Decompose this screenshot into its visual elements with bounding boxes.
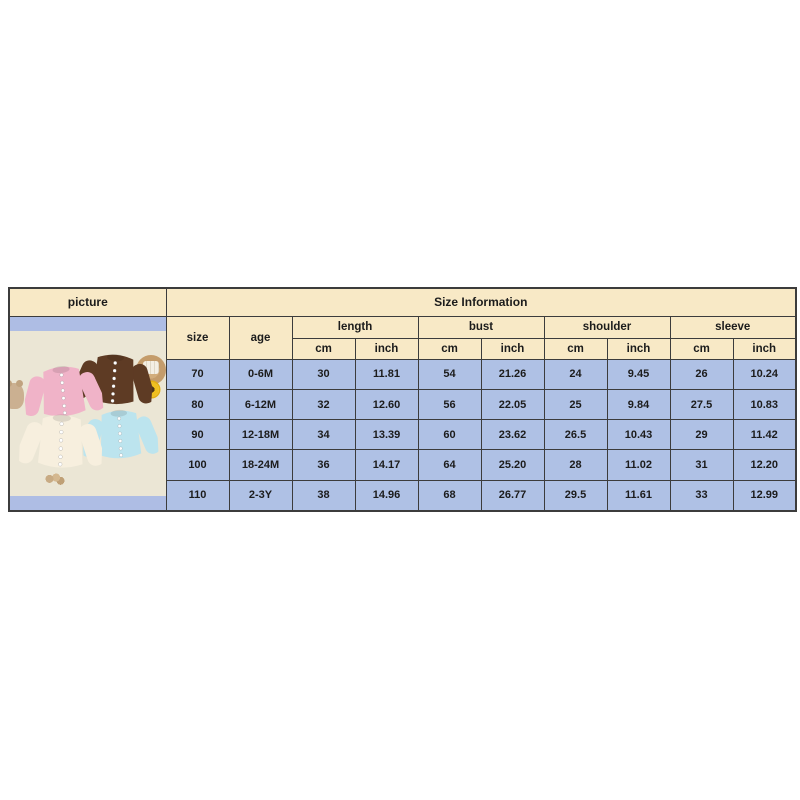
table-cell: 26 — [670, 359, 733, 389]
table-cell: 34 — [292, 420, 355, 450]
table-cell: 68 — [418, 480, 481, 510]
table-cell: 26.77 — [481, 480, 544, 510]
table-cell: 31 — [670, 450, 733, 480]
table-cell: 2-3Y — [229, 480, 292, 510]
table-cell: 29.5 — [544, 480, 607, 510]
unit-header-length-inch: inch — [355, 338, 418, 359]
table-cell: 10.24 — [733, 359, 796, 389]
photo-top-band — [10, 317, 166, 331]
table-cell: 56 — [418, 390, 481, 420]
table-cell: 64 — [418, 450, 481, 480]
product-photo — [10, 317, 166, 510]
size-information-table — [8, 287, 797, 512]
col-header-size: size — [166, 316, 229, 359]
table-cell: 25 — [544, 390, 607, 420]
table-cell: 12.20 — [733, 450, 796, 480]
dried-flowers-prop — [44, 473, 66, 486]
table-cell: 70 — [166, 359, 229, 389]
unit-header-bust-cm: cm — [418, 338, 481, 359]
table-cell: 33 — [670, 480, 733, 510]
table-cell: 90 — [166, 420, 229, 450]
table-cell: 25.20 — [481, 450, 544, 480]
col-group-bust: bust — [418, 316, 544, 338]
table-cell: 27.5 — [670, 390, 733, 420]
table-cell: 11.81 — [355, 359, 418, 389]
table-cell: 12-18M — [229, 420, 292, 450]
product-photo-cell — [9, 316, 166, 511]
table-cell: 12.99 — [733, 480, 796, 510]
unit-header-sleeve-inch: inch — [733, 338, 796, 359]
table-cell: 100 — [166, 450, 229, 480]
table-cell: 18-24M — [229, 450, 292, 480]
table-cell: 11.61 — [607, 480, 670, 510]
table-title: Size Information — [166, 288, 796, 316]
unit-header-bust-inch: inch — [481, 338, 544, 359]
unit-header-shoulder-cm: cm — [544, 338, 607, 359]
table-cell: 9.45 — [607, 359, 670, 389]
photo-bottom-band — [10, 496, 166, 510]
col-header-age: age — [229, 316, 292, 359]
table-cell: 10.83 — [733, 390, 796, 420]
table-cell: 29 — [670, 420, 733, 450]
unit-header-shoulder-inch: inch — [607, 338, 670, 359]
unit-header-length-cm: cm — [292, 338, 355, 359]
col-group-length: length — [292, 316, 418, 338]
table-cell: 21.26 — [481, 359, 544, 389]
unit-header-sleeve-cm: cm — [670, 338, 733, 359]
table-cell: 6-12M — [229, 390, 292, 420]
table-cell: 13.39 — [355, 420, 418, 450]
table-cell: 14.96 — [355, 480, 418, 510]
table-cell: 32 — [292, 390, 355, 420]
table-cell: 23.62 — [481, 420, 544, 450]
table-cell: 36 — [292, 450, 355, 480]
table-cell: 28 — [544, 450, 607, 480]
table-cell: 11.42 — [733, 420, 796, 450]
table-cell: 24 — [544, 359, 607, 389]
table-cell: 38 — [292, 480, 355, 510]
table-cell: 11.02 — [607, 450, 670, 480]
table-cell: 110 — [166, 480, 229, 510]
table-cell: 80 — [166, 390, 229, 420]
table-cell: 10.43 — [607, 420, 670, 450]
cardigan-cream — [15, 407, 107, 476]
col-group-shoulder: shoulder — [544, 316, 670, 338]
table-cell: 9.84 — [607, 390, 670, 420]
table-cell: 22.05 — [481, 390, 544, 420]
col-group-sleeve: sleeve — [670, 316, 796, 338]
table-cell: 60 — [418, 420, 481, 450]
table-cell: 26.5 — [544, 420, 607, 450]
table-cell: 54 — [418, 359, 481, 389]
table-cell: 30 — [292, 359, 355, 389]
picture-header: picture — [9, 288, 166, 316]
table-cell: 14.17 — [355, 450, 418, 480]
table-cell: 0-6M — [229, 359, 292, 389]
table-cell: 12.60 — [355, 390, 418, 420]
